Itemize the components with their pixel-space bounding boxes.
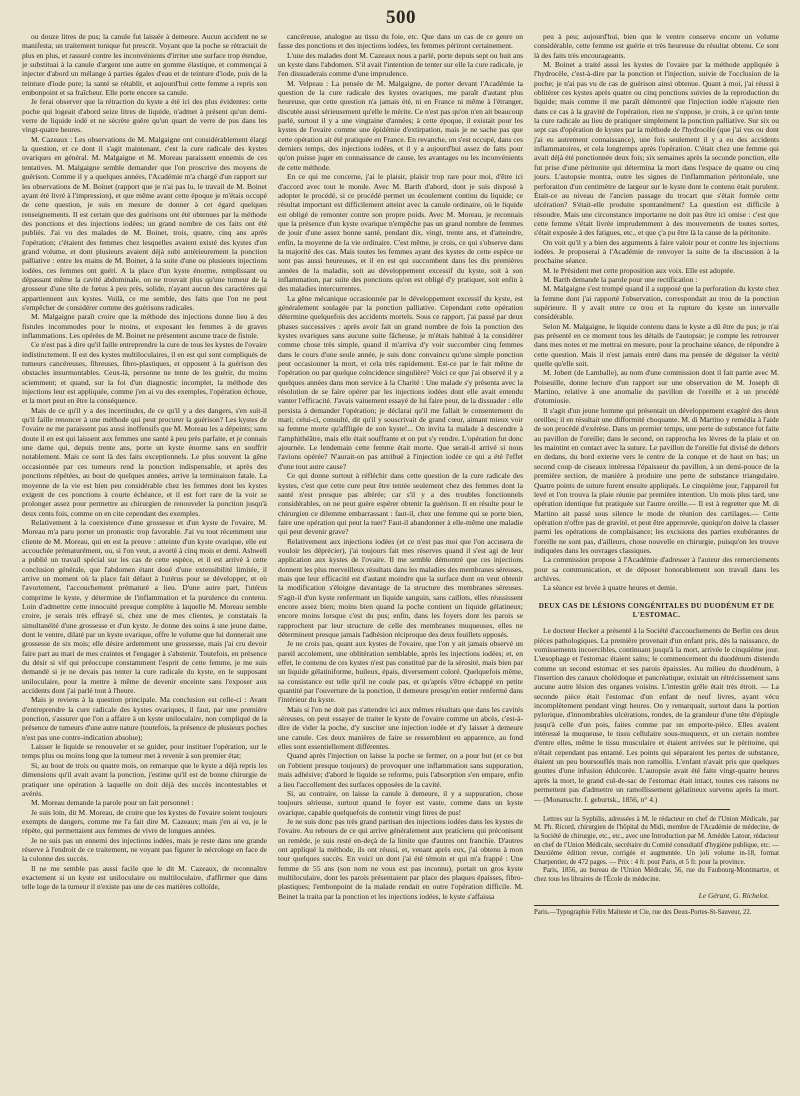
paragraph: Ce n'est pas à dire qu'il faille entreprendre la cure de tous les kystes de l'ovaire indistinctement. Il est des kystes multiloculaires, il en est qui sont compliqués de tumeurs cancéreuses, fibreuses, fibro-plastiques, et opposent à la guérison des obstacles insurmontables. Ceux-là, personne ne tente de les guérir, du moins sciemment; et quand, sur la foi d'un diagnostic incomplet, la méthode des injections leur est appliquée, comme j'en ai vu des exemples, l'opération échoue, et la mort peut en être la conséquence. [22, 340, 267, 406]
page-number: 500 [386, 7, 416, 28]
paragraph: M. Boinet a traité aussi les kystes de l'ovaire par la méthode appliquée à l'hydrocèle, c'est-à-dire par la ponction et l'injection, suivie de l'occlusion de la poche; je n'ai pas vu de cas de guérison ainsi obtenue. Quant à moi, j'ai réussi à oblitérer ces kystes après quatre ou cinq ponctions suivies de la reproduction du liquide; mais comme il me paraît démontré que l'injection iodée n'ajoute rien dans ce cas à la gravité de l'opération, rien ne s'oppose, je crois, à ce qu'on tente la cure radicale au lieu de pratiquer simplement la ponction palliative. Sur six ou sept cas d'opération de kystes par la méthode de l'hydrocèle (que j'ai vus ou dont j'ai eu autrement connaissance), une fois seulement il y a eu des accidents inflammatoires, et cela longtemps après l'opération. C'était chez une femme qui avait déjà été ponctionnée deux fois; six semaines après la seconde ponction, elle fut prise d'une péritonite qui détermina la mort dans l'espace de quatre ou cinq jours. L'autopsie montra, outre les signes de l'inflammation péritonéale, une perforation d'un centimètre de largeur sur le kyste dont le contenu était purulent. Était-ce au niveau de l'ancien passage du trocart que s'était formée cette ulcération? S'était-elle produite spontanément? La question est difficile à résoudre. Mais une circonstance importante ne doit pas être ici omise : c'est que cette femme s'était livrée imprudemment à des mouvements de toutes sortes, s'était exposée à des fatigues, etc., et que ç'a pu être là la cause de la péritonite. [534, 60, 779, 238]
paragraph: En ce qui me concerne, j'ai le plaisir, plaisir trop rare pour moi, d'être ici d'accord avec tout le monde. Avec M. Barth d'abord, dont je suis disposé à adopter le procédé, si ce procédé permet un écoulement continu du liquide; ce résultat important est difficilement atteint avec la canule ordinaire, où le liquide est obligé de remonter contre son propre poids. Avec M. Moreau, je reconnais que la présence d'un kyste ovarique n'empêche pas un grand nombre de femmes de jouir d'une assez bonne santé, pendant dix, vingt, trente ans, et d'atteindre, enfin, la moyenne de la vie ordinaire. C'est même, je crois, ce qui s'observe dans la majorité des cas. Mais toutes les femmes ayant des kystes de cette espèce ne sont pas aussi heureuses, et il en est qui succombent dans les dix premières années de la maladie, soit au développement excessif du kyste, soit à son inflammation, par suite des ponctions qu'on est obligé d'y pratiquer, soit enfin à des maladies intercurrentes. [278, 172, 523, 294]
paragraph: M. Jobert (de Lamballe), au nom d'une commission dont il fait partie avec M. Poiseuille, donne lecture d'un rapport sur une observation de M. Joseph di Martino, relative à une anomalie du pavillon de l'oreille et à un procédé d'otomiosie. [534, 368, 779, 406]
paragraph: Mais je reviens à la question principale. Ma conclusion est celle-ci : Avant d'entreprendre la cure radicale des kystes ovariques, il faut, par une première ponction, s'assurer que l'on a affaire à un kyste uniloculaire, non compliqué de la présence de tumeurs d'une autre nature (toutefois, la présence de plusieurs poches n'est pas une contre-indication absolue); [22, 695, 268, 742]
paragraph: Je ferai observer que la rétraction du kyste a été ici des plus évidentes: cette poche qui logeait d'abord seize litres de liquide, n'admet à présent qu'un demi-verre de liquide iodé et ne sécrète guère qu'un quart de verre de pus dans les vingt-quatre heures. [22, 97, 267, 135]
column-3-article [534, 626, 779, 804]
paragraph: La commission propose à l'Académie d'adresser à l'auteur des remerciements pour sa communication, et de déposer honorablement son travail dans les archives. [534, 555, 779, 583]
paragraph: Le docteur Hecker a présenté à la Société d'accouchements de Berlin ces deux pièces pathologiques. La première provenait d'un enfant pris, dès la naissance, de vomissements incoercibles, continuant jusqu'à la mort, arrivée le cinquième jour. L'œsophage et l'estomac étaient sains; le commencement du duodénum distendu comme un second estomac et ses parois épaissies. Au milieu du duodénum, à l'insertion des canaux cholédoque et pancréatique, existait un rétrécissement sans aucune autre lésion des organes voisins. L'intestin grêle était très étroit. — La seconde pièce était l'estomac d'un enfant de neuf livres, ayant vécu incomplètement pendant vingt heures. On y remarquait, surtout dans la portion pylorique, d'innombrables ulcérations, rondes, de la grandeur d'une tête d'épingle jusqu'à celle d'un pois, faites comme par un emporte-pièce. Elles avaient intéressé la muqueuse, le tissu cellulaire sous-muqueux, et un certain nombre d'entre elles, même le tissu musculaire et étaient arrivées sur le péritoine, qui n'était cependant pas entamé. Les points qui séparaient les pertes de substance, étaient un peu boursouflés mais non ramollis. L'enfant n'avait pris que quelques gouttes d'une infusion édulcorée. L'autopsie avait été faite vingt-quatre heures après la mort, le grand cul-de-sac de l'estomac était intact, toutes ces raisons ne permettent pas d'admettre un ramollissement gélatineux survenu après la mort. — (Monatsschr. f. geburtsk., 1856, n° 4.) [534, 626, 779, 804]
paragraph: La gêne mécanique occasionnée par le développement excessif du kyste, est généralement soulagée par la ponction palliative. Cependant cette opération détermine quelquefois des accidents mortels. Sous ce rapport, j'ai passé par deux phases successives : après avoir fait un grand nombre de fois la ponction des kystes ovariques sans aucune suite fâcheuse, je m'étais habitué à la considérer comme chose très simple, quand il m'arriva d'y voir succomber cinq femmes dans le cours d'une seule année, je suis donc convaincu qu'une simple ponction peut occasionner la mort, et cela très rapidement. Est-ce par le fait même de l'opération ou par quelque coïncidence singulière? Voici ce que j'ai observé il y a quelques années dans mon service à la Charité : Une malade s'y présenta avec la résolution de se faire opérer par les injections iodées dont elle avait entendu vanter l'efficacité. J'avais vainement essayé de lui faire peur, de la dissuader : elle persista à demander l'opération; je déclarai qu'il me fallait le consentement du mari; celui-ci, consulté, dit qu'il y souscrivait de grand cœur, aimant mieux voir sa femme morte qu'affligée de son kyste!... On invita la malade à descendre à l'amphithéâtre, mais elle était souffrante et on put s'y rendre. L'opération fut donc ajournée. Le lendemain cette femme était morte. Que serait-il arrivé si nous l'avions opérée? N'aurait-on pas attribué à l'injection iodée ce qui a été l'effet d'une tout autre cause? [278, 293, 523, 471]
paragraph: Il ne me semble pas aussi facile que le dit M. Cazeaux, de reconnaître exactement si un kyste est uniloculaire ou multiloculaire, d'affirmer que dans telle loge de la tumeur il n'existe pas une de ces matières colloïde, [22, 863, 267, 892]
paragraph: La séance est levée à quatre heures et demie. [543, 583, 678, 593]
paragraph: M. Velpeau : La pensée de M. Malgaigne, de porter devant l'Académie la question de la cure radicale des kystes ovariques, me paraît d'autant plus heureuse, que cette question n'a jamais été, ni en France ni même à l'étranger, discutée aussi sérieusement qu'elle le mérite. Ce n'est pas qu'on n'en ait beaucoup parlé, surtout il y a une vingtaine d'années; à cette époque, il existait pour les kystes de l'ovaire comme une épidémie d'extirpation, mais je ne sache pas que cette opération ait été pratiquée en France. En revanche, on s'est occupé, dans ces derniers temps, des injections iodées, et il y a aujourd'hui assez de faits pour qu'on puisse juger en connaissance de cause, les avantages ou les inconvénients de cette méthode. [278, 78, 523, 172]
section-title: DEUX CAS DE LÉSIONS CONGÉNITALES DU DUODÉNUM ET DE L'ESTOMAC. [538, 601, 775, 619]
paragraph: M. Malgaigne paraît croire que la méthode des injections donne lieu à des fistules incommodes pour le moins, et exposant les femmes à de graves inflammations. Les opérées de M. Boinet ne présentent aucune trace de fistule. [22, 312, 267, 340]
paragraph: peu à peu; aujourd'hui, bien que le ventre conserve encore un volume considérable, cette femme est guérie et très heureuse du résultat obtenu. Ce sont là des faits très encourageants. [534, 32, 779, 60]
paragraph: M. Barth demande la parole pour une rectification : [543, 274, 698, 284]
paragraph: M. le Président met cette proposition aux voix. Elle est adoptée. [543, 265, 735, 275]
paragraph: Si, au contraire, on laisse la canule à demeure, il y a suppuration, chose toujours sérieuse, surtout quand le foyer est vaste, comme dans un kyste ovarique, capable quelquefois de contenir vingt litres de pus! [278, 788, 523, 817]
imprint: Paris.—Typographie Félix Malteste et Cie, rue des Deux-Portes-St-Sauveur, 22. [534, 905, 779, 917]
paragraph: ou douze litres de pus; la canule fut laissée à demeure. Aucun accident ne se manifesta; un traitement tonique fut prescrit. Voyant que la poche se rétractait de plus en plus, et rassuré contre les inconvénients d'irriter une surface trop étendue, je substituai à la canule d'argent une autre en gomme élastique, et commençai à injecter d'abord un mélange à parties égales d'eau et de teinture d'iode, puis de la teinture d'iode pure; la santé se rétablit, et aujourd'hui cette femme a repris son embonpoint et sa fraîcheur. Elle porte encore sa canule. [22, 32, 267, 98]
paragraph: M. Cazeaux : Les observations de M. Malgaigne ont considérablement élargi la question, et ce dont il s'agit maintenant, c'est la cure radicale des kystes ovariques en général. M. Malgaigne et M. Moreau paraissent ennemis de ces tentatives. M. Malgaigne semble demander que l'on proscrive des moyens de guérison. Comme il y a quelques années, l'Académie m'a chargé d'un rapport sur les observations de M. Boinet (rapport que je n'ai pas lu, le travail de M. Boinet ayant été livré à l'impression), et que même avant cette époque je m'étais occupé de cette question, je suis en mesure de donner à cet égard quelques renseignements. Il est certain que des guérisons ont été obtenues par la méthode des ponctions et des injections iodées; un grand nombre de ces faits ont été publiés. J'ai vu des malades de M. Boinet, trois, quatre, cinq ans après l'opération; c'étaient des femmes chez lesquelles avaient existé des kystes d'un grand volume, et dont plusieurs avaient déjà subi antérieurement la ponction palliative : entre les mains de M. Boinet, à la suite d'une ou plusieurs injections iodées, ces femmes ont guéri. A la place d'un kyste énorme, remplissant ou dépassant même la cavité abdominale, on ne trouvait plus qu'une tumeur de la grosseur d'une tête de fœtus à peu près, solide, n'ayant aucun des caractères qui appartiennent aux kystes. Voilà, ce me semble, des faits que l'on ne peut s'empêcher de considérer comme des guérisons radicales. [22, 134, 267, 312]
paragraph: Laisser le liquide se renouveler et se guider, pour instituer l'opération, sur le temps plus ou moins long que la tumeur met à revenir à son premier état; [22, 742, 267, 761]
paragraph: Je ne crois pas, quant aux kystes de l'ovaire, que l'on y ait jamais observé un pareil accolement, une oblitération semblable, après les injections iodées; et, en effet, le contenu de ces kystes n'est pas constitué par de la sérosité, mais bien par un liquide gélatiniforme, huileux, épais, diversement coloré. Quelquefois même, sa consistance est telle qu'il ne coule pas, et qu'après s'être échappé en petite quantité par l'ouverture de la ponction, il demeure presqu'en entier renfermé dans l'intérieur du kyste. [278, 639, 523, 705]
paragraph: M. Moreau demande la parole pour un fait personnel : [31, 798, 194, 808]
paragraph: Je ne suis pas un ennemi des injections iodées, mais je reste dans une grande réserve à l'endroit de ce traitement, ne voyant pas figurer le nécrologe en face de la colonne des succès. [22, 835, 267, 864]
divider [583, 809, 730, 810]
book-notice-publisher: Paris, 1856, au bureau de l'Union Médicale, 56, rue du Faubourg-Montmartre, et chez tous les libraires de l'École de médecine. [534, 867, 779, 883]
book-notice: Lettres sur la Syphilis, adressées à M. le rédacteur en chef de l'Union Médicale, par M. Ph. Ricord, chirurgien de l'hôpital du Midi, membre de l'Académie de médecine, de la Société de chirurgie, etc., etc., avec une Introduction par M. Amédée Latour, rédacteur en chef de l'Union Médicale, secrétaire du Comité consultatif d'hygiène publique, etc. — Deuxième édition revue, corrigée et augmentée. Un joli volume in-18, format Charpentier, de 472 pages. — Prix : 4 fr. pour Paris, et 5 fr. pour la province. [534, 815, 779, 866]
paragraph: Relativement à la coexistence d'une grossesse et d'un kyste de l'ovaire, M. Moreau m'a paru porter un pronostic trop favorable. J'ai vu tout récemment une cliente de M. Moreau, qui en est la preuve : atteinte d'un kyste ovarique, elle est accouchée prématurément, ou, si l'on veut, a avorté à cinq mois et demi. Ashwell a publié un travail spécial sur les cas de cette espèce, et il est arrivé à cette conclusion générale, que l'abdomen étant doué d'une extensibilité limitée, il arrive un moment où la place fait défaut à l'utérus pour se développer, et où l'avortement, l'accouchement prématuré a lieu. D'une autre part, l'utérus comprime le kyste, y détermine de l'inflammation et la purulence du contenu. Loin d'admettre cette innocuité presque complète à laquelle M. Moreau semble croire, je serais très effrayé si, chez une de mes clientes, je constatais la simultanéité d'une grossesse et d'un kyste. Je donne des soins à une jeune dame, dont le ventre, dilaté par un kyste ovarique, offre le volume que lui donnerait une grossesse de six mois; elle désire ardemment une grossesse, mais j'ai cru devoir faire part au mari de mes craintes et l'engager à s'abstenir. Toutefois, en présence du désir si vif qui préoccupe constamment l'esprit de cette femme, je me suis demandé si je ne devais pas tenter la cure radicale du kyste, en le supposant uniloculaire, pour la mettre à même de devenir enceinte sans l'exposer aux accidents dont j'ai parlé tout à l'heure. [22, 517, 267, 696]
paragraph: Il s'agit d'un jeune homme qui présentait un développement exagéré des deux oreilles; il en résultait une difformité choquante. M. di Martino y remédia à l'aide de son procédé d'exérèse. Dans un premier temps, une perte de substance fut faite au pavillon de l'oreille; dans le second, on rapprocha les lèvres de la plaie et on les maintint en contact avec la suture. Le pavillon de l'oreille fut divisé de dehors en dedans, du bord externe vers le centre de la conque et de haut en bas; un second coup de ciseaux intéressa l'épaisseur du pavillon, à un demi-pouce de la première section, de manière à produire une perte de substance triangulaire. Quatre points de suture furent ensuite appliqués. Le cinquième jour, l'appareil fut levé et l'on trouva la plaie réunie par première intention. Un mois plus tard, une opération identique fut pratiquée sur l'autre oreille.— Il est à regretter que M. di Martino ait passé sous silence le mode de réunion des cartilages.— Cette opération n'offre pas de gravité, et peut être approuvée, quoiqu'on doive la classer parmi les opérations de complaisance; les excisions des parties exubérantes de l'oreille ne sont pas, d'ailleurs, chose nouvelle en chirurgie, puisqu'on les trouve indiquées dans les ouvrages classiques. [534, 405, 779, 555]
column-1 [22, 32, 267, 917]
column-2 [278, 32, 523, 917]
paragraph: Si, au bout de trois ou quatre mois, on remarque que le kyste a déjà repris les dimensions qu'il avait avant la ponction, j'estime qu'il est de bonne chirurgie de pratiquer une opération à laquelle on doit déjà des succès incontestables et avérés. [22, 760, 267, 798]
paragraph: Quand après l'injection on laisse la poche se fermer, on a pour but (et ce but on l'obtient presque toujours) de provoquer une inflammation sans suppuration, mais adhésive; d'abord le liquide se reforme, puis l'absorption s'en empare, enfin a lieu l'accollement des surfaces opposées de la cavité. [278, 751, 523, 789]
paragraph: M. Malgaigne s'est trompé quand il a supposé que la perforation du kyste chez la femme dont j'ai rapporté l'observation, correspondait au trou de la ponction supérieure. Il y avait entre ce trou et la rupture du kyste un intervalle considérable. [534, 284, 779, 322]
paragraph: L'une des malades dont M. Cazeaux nous a parlé, porte depuis sept ou huit ans un kyste dans l'abdomen. S'il avait l'intention de tenter sur elle la cure radicale, je l'en dissuaderais comme d'une imprudence. [278, 50, 523, 79]
paragraph: Je suis loin, dit M. Moreau, de croire que les kystes de l'ovaire soient toujours exempts de dangers, comme me l'a fait dire M. Cazeaux; mais j'en ai vu, je le répète, qui permettaient aux femmes de vivre de longues années. [22, 807, 267, 836]
paragraph: cancéreuse, analogue au tissu du foie, etc. Que dans un cas de ce genre on fasse des ponctions et des injections iodées, les femmes périront certainement. [278, 32, 523, 51]
paragraph: Mais si l'on ne doit pas s'attendre ici aux mêmes résultats que dans les cavités séreuses, on peut essayer de traiter le kyste de l'ovaire comme un abcès, c'est-à-dire de vider la poche, d'y susciter une injection iodée et d'y laisser à demeure une canule. Ces deux manières de faire se ressemblent en apparence, au fond elles sont essentiellement différentes. [278, 704, 523, 752]
paragraph: Selon M. Malgaigne, le liquide contenu dans le kyste a dû être du pus; je n'ai pas présenté en ce moment tous les détails de l'autopsie; je compte les retrouver dans mes notes et me mettrai en mesure, pour la prochaine séance, de répondre à cette question. Mais il n'est jamais entré dans ma pensée de déguiser la vérité quelle qu'elle soit. [534, 321, 779, 369]
paragraph: On voit qu'il y a bien des arguments à faire valoir pour et contre les injections iodées. Je proposerai à l'Académie de renvoyer la suite de la discussion à la prochaine séance. [534, 237, 779, 266]
signature: Le Gérant, G. Richelot. [698, 890, 769, 900]
paragraph: Je ne suis donc pas très grand partisan des injections iodées dans les kystes de l'ovaire. Au rebours de ce qui arrive généralement aux praticiens qui préconisent un remède, je suis resté en-deçà de la limite que d'autres ont franchie. D'autres ont appliqué la méthode, ils ont réussi, et, venant après eux, j'ai obtenu à mon tour quelques succès. En voici un dont j'ai été témoin et qui m'a frappé : Une femme de 55 ans (son nom ne vous est pas inconnu), portait un gros kyste multiloculaire, dont les parois présentaient par place des plaques épaisses, fibro-plastiques; l'embonpoint de la malade rendait en outre l'opération difficile. M. Beinet la traita par la ponction et les injections iodées, le kyste s'affaissa [278, 816, 523, 901]
paragraph: Mais de ce qu'il y a des incertitudes, de ce qu'il y a des dangers, s'en suit-il qu'il faille renoncer à une méthode qui peut procurer la guérison? Les kystes de l'ovaire ne me paraissent pas aussi inoffensifs que M. Moreau les a dépeints; sans doute il en est qui laissent aux femmes une santé à peu près parfaite, et je connais une dame qui, depuis trente ans, porte un kyste énorme sans en souffrir notablement. Mais ce sont là des faits exceptionnels. Le plus souvent la gêne occasionnée par ces tumeurs rend la ponction indispensable, et après des ponctions répétées, au bout de quelques années, arrive la terminaison fatale. La moyenne de la vie est bien peu considérable chez les femmes dont les kystes exigent de ces ponctions à courte échéance, et il est fort rare de la voir se prolonger assez pour permettre au chirurgien de renouveler la ponction jusqu'à deux cents fois, comme on en cite cependant des exemples. [22, 405, 267, 518]
paragraph: Relativement aux injections iodées (et ce n'est pas moi que l'on accusera de vouloir les déprécier), j'ai toujours fait mes réserves quand il s'est agi de leur application aux kystes de l'ovaire. Il me semble démontré que ces injections donnent les plus merveilleux résultats dans les maladies des membranes séreuses, mais que leur efficacité est d'autant moindre que la surface dont on veut obtenir la modification s'éloigne davantage de la structure des membranes séreuses. S'agit-il d'un kyste renfermant un liquide sanguin, sans caillots, elles réussissent encore assez bien; moins bien quand la poche contient un liquide gélatineux; encore moins lorsque c'est du pus; enfin, dans les foyers dont les parois se rapprochent par leur structure de celle des membranes muqueuses, elles ne déterminent presque jamais l'adhésion réciproque des deux feuillets opposés. [278, 536, 523, 639]
paragraph: Ce qui donne surtout à réfléchir dans cette question de la cure radicale des kystes, c'est que cette cure peut être tentée seulement chez des femmes dont la santé n'est presque pas altérée; car s'il y a des troubles fonctionnels considérables, on ne peut guère espérer obtenir la guérison. Il en résulte pour le chirurgien ce dilemme embarrassant : faut-il, chez une femme qui se porte bien, faire une opération qui peut la tuer? Faut-il abandonner à elle-même une maladie qui peut devenir grave? [278, 471, 523, 537]
column-3-proceedings [534, 32, 779, 593]
columns [22, 32, 780, 917]
column-3 [534, 32, 779, 917]
